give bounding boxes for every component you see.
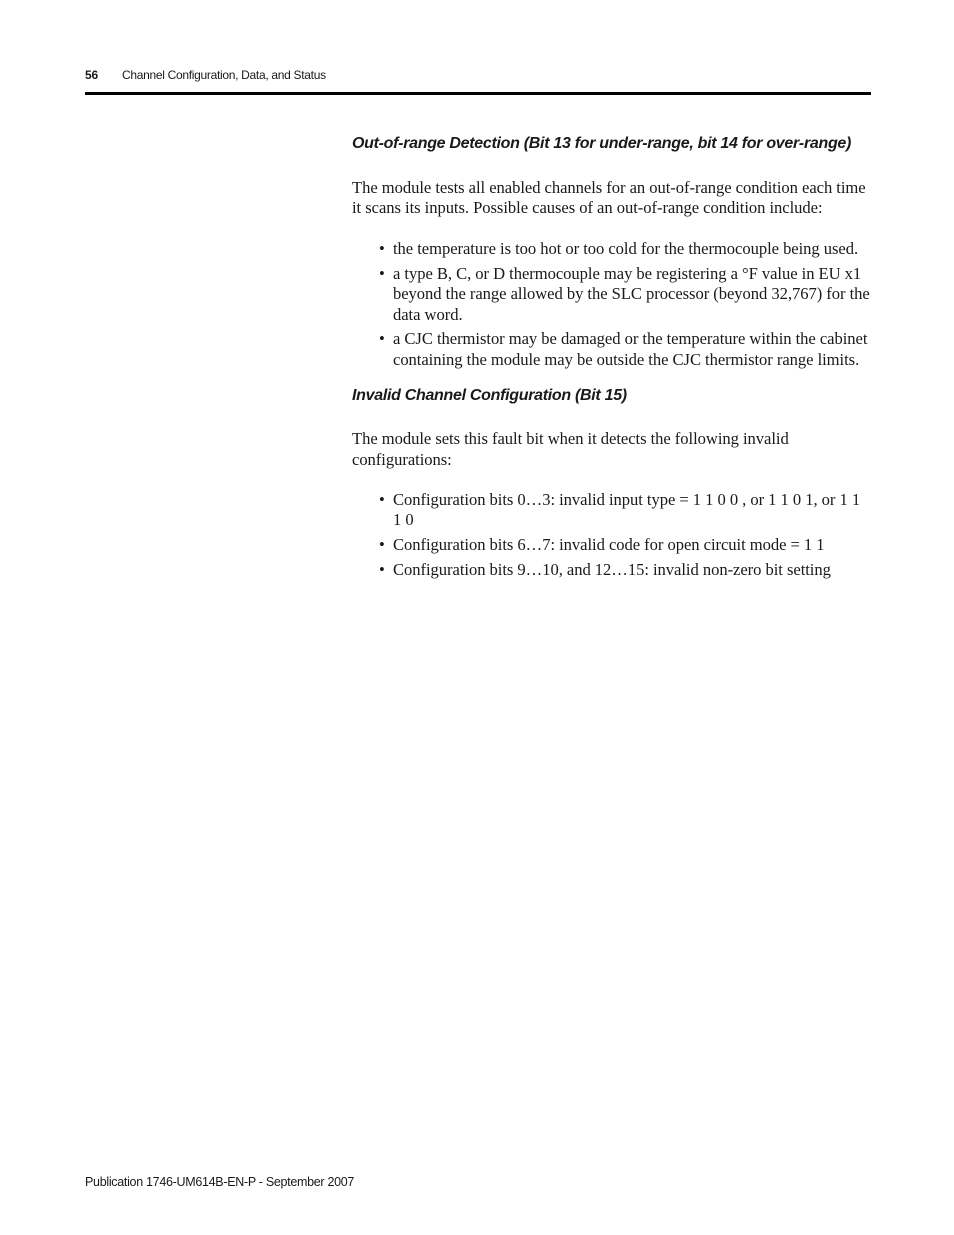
list-item [352,329,872,370]
section-heading-invalid-config: Invalid Channel Configuration (Bit 15) [352,387,627,405]
bullet-icon: • [379,535,385,555]
bullet-icon: • [379,490,385,510]
list-item [352,264,872,325]
bullet-icon: • [379,238,385,258]
page-header [85,66,871,95]
bullet-icon: • [379,263,385,283]
list-item-text: the temperature is too hot or too cold for the thermocouple being used. [393,238,859,258]
running-title: Channel Configuration, Data, and Status [122,68,326,82]
section-heading-out-of-range: Out-of-range Detection (Bit 13 for under-range, bit 14 for over-range) [352,135,852,152]
invalid-config-list [352,490,872,581]
out-of-range-causes-list [352,239,872,370]
list-item-text: Configuration bits 9…10, and 12…15: invalid non-zero bit setting [393,560,831,580]
list-item-text: Configuration bits 6…7: invalid code for open circuit mode = 1 1 [393,535,825,555]
page-footer: Publication 1746-UM614B-EN-P - September 2007 [85,1175,355,1189]
list-item [352,535,872,555]
section-paragraph-invalid-config: The module sets this fault bit when it detects the following invalid configurations: [352,429,789,469]
list-item-text: Configuration bits 0…3: invalid input type = 1 1 0 0 , or 1 1 0 1, or 1 1 1 0 [393,490,861,530]
list-item-text: a CJC thermistor may be damaged or the temperature within the cabinet containing the module may be outside the CJC thermistor range limits. [393,329,868,369]
page-number: 56 [85,68,98,82]
list-item-text: a type B, C, or D thermocouple may be registering a °F value in EU x1 beyond the range allowed by the SLC processor (beyond 32,767) for the data word. [393,263,870,324]
list-item [352,239,872,259]
section-paragraph-out-of-range: The module tests all enabled channels for an out-of-range condition each time it scans its inputs. Possible causes of an out-of-range condition include: [352,178,866,218]
list-item [352,490,872,531]
bullet-icon: • [379,329,385,349]
main-content [352,134,872,585]
list-item [352,560,872,580]
bullet-icon: • [379,560,385,580]
